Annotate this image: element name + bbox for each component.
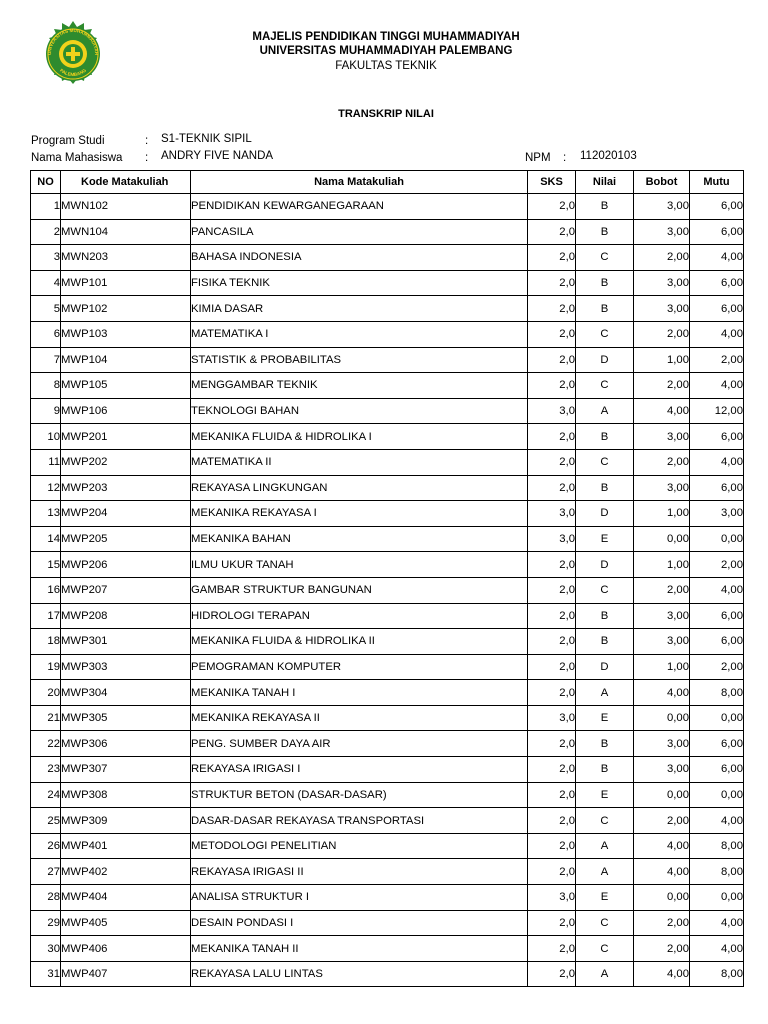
cell-no: 13 — [31, 501, 61, 527]
cell-name: MATEMATIKA I — [191, 321, 528, 347]
cell-bobot: 2,00 — [634, 245, 690, 271]
cell-bobot: 3,00 — [634, 629, 690, 655]
cell-sks: 2,0 — [528, 782, 576, 808]
cell-no: 20 — [31, 680, 61, 706]
cell-bobot: 1,00 — [634, 347, 690, 373]
cell-no: 15 — [31, 552, 61, 578]
cell-no: 18 — [31, 629, 61, 655]
cell-code: MWP105 — [61, 373, 191, 399]
cell-mutu: 0,00 — [690, 705, 744, 731]
cell-nilai: A — [576, 833, 634, 859]
table-header-row — [31, 171, 744, 194]
cell-nilai: E — [576, 526, 634, 552]
cell-sks: 2,0 — [528, 552, 576, 578]
cell-no: 2 — [31, 219, 61, 245]
cell-mutu: 8,00 — [690, 859, 744, 885]
program-colon: : — [145, 135, 149, 147]
cell-sks: 2,0 — [528, 910, 576, 936]
cell-bobot: 0,00 — [634, 782, 690, 808]
cell-name: REKAYASA IRIGASI II — [191, 859, 528, 885]
cell-nilai: B — [576, 194, 634, 220]
table-row — [31, 398, 744, 424]
col-header-mutu: Mutu — [690, 171, 744, 194]
header-line-1: MAJELIS PENDIDIKAN TINGGI MUHAMMADIYAH — [252, 31, 520, 43]
cell-name: GAMBAR STRUKTUR BANGUNAN — [191, 577, 528, 603]
cell-sks: 2,0 — [528, 449, 576, 475]
cell-code: MWP203 — [61, 475, 191, 501]
table-row — [31, 680, 744, 706]
cell-nilai: B — [576, 270, 634, 296]
cell-mutu: 2,00 — [690, 552, 744, 578]
cell-name: MEKANIKA FLUIDA & HIDROLIKA II — [191, 629, 528, 655]
program-value: S1-TEKNIK SIPIL — [161, 133, 252, 145]
cell-sks: 2,0 — [528, 373, 576, 399]
grades-table — [30, 170, 744, 987]
cell-no: 12 — [31, 475, 61, 501]
cell-code: MWP104 — [61, 347, 191, 373]
npm-colon: : — [563, 152, 567, 164]
cell-name: ANALISA STRUKTUR I — [191, 885, 528, 911]
cell-mutu: 8,00 — [690, 961, 744, 987]
cell-code: MWP301 — [61, 629, 191, 655]
cell-bobot: 2,00 — [634, 449, 690, 475]
cell-mutu: 6,00 — [690, 475, 744, 501]
cell-no: 11 — [31, 449, 61, 475]
cell-bobot: 4,00 — [634, 833, 690, 859]
cell-mutu: 2,00 — [690, 347, 744, 373]
cell-sks: 2,0 — [528, 475, 576, 501]
cell-no: 4 — [31, 270, 61, 296]
cell-name: MENGGAMBAR TEKNIK — [191, 373, 528, 399]
table-row — [31, 757, 744, 783]
cell-bobot: 3,00 — [634, 475, 690, 501]
cell-mutu: 4,00 — [690, 321, 744, 347]
cell-bobot: 4,00 — [634, 859, 690, 885]
letterhead — [0, 27, 768, 74]
cell-mutu: 6,00 — [690, 629, 744, 655]
cell-code: MWP103 — [61, 321, 191, 347]
header-line-3: FAKULTAS TEKNIK — [335, 60, 437, 72]
cell-name: ILMU UKUR TANAH — [191, 552, 528, 578]
cell-name: PEMOGRAMAN KOMPUTER — [191, 654, 528, 680]
cell-nilai: B — [576, 424, 634, 450]
cell-bobot: 3,00 — [634, 219, 690, 245]
cell-sks: 2,0 — [528, 577, 576, 603]
cell-sks: 2,0 — [528, 936, 576, 962]
table-row — [31, 961, 744, 987]
cell-nilai: E — [576, 782, 634, 808]
cell-nilai: A — [576, 859, 634, 885]
cell-nilai: B — [576, 629, 634, 655]
cell-mutu: 3,00 — [690, 501, 744, 527]
table-row — [31, 270, 744, 296]
cell-sks: 2,0 — [528, 731, 576, 757]
cell-no: 29 — [31, 910, 61, 936]
table-row — [31, 475, 744, 501]
cell-name: MEKANIKA REKAYASA I — [191, 501, 528, 527]
cell-sks: 2,0 — [528, 194, 576, 220]
cell-mutu: 4,00 — [690, 808, 744, 834]
cell-mutu: 12,00 — [690, 398, 744, 424]
cell-name: FISIKA TEKNIK — [191, 270, 528, 296]
cell-bobot: 0,00 — [634, 526, 690, 552]
table-row — [31, 321, 744, 347]
logo-text-top: UNIVERSITAS MUHAMMADIYAH — [46, 27, 100, 56]
cell-name: METODOLOGI PENELITIAN — [191, 833, 528, 859]
table-row — [31, 245, 744, 271]
cell-nilai: D — [576, 347, 634, 373]
col-header-sks: SKS — [528, 171, 576, 194]
cell-sks: 2,0 — [528, 680, 576, 706]
cell-bobot: 2,00 — [634, 936, 690, 962]
table-row — [31, 654, 744, 680]
cell-name: KIMIA DASAR — [191, 296, 528, 322]
cell-code: MWP202 — [61, 449, 191, 475]
cell-bobot: 3,00 — [634, 270, 690, 296]
cell-no: 14 — [31, 526, 61, 552]
cell-nilai: C — [576, 373, 634, 399]
cell-nilai: C — [576, 449, 634, 475]
cell-code: MWP204 — [61, 501, 191, 527]
cell-no: 23 — [31, 757, 61, 783]
cell-no: 22 — [31, 731, 61, 757]
npm-value: 112020103 — [580, 150, 637, 162]
cell-bobot: 3,00 — [634, 194, 690, 220]
cell-code: MWP404 — [61, 885, 191, 911]
cell-mutu: 0,00 — [690, 885, 744, 911]
cell-nilai: D — [576, 501, 634, 527]
cell-mutu: 4,00 — [690, 910, 744, 936]
cell-mutu: 6,00 — [690, 757, 744, 783]
cell-name: REKAYASA LALU LINTAS — [191, 961, 528, 987]
cell-nilai: E — [576, 705, 634, 731]
cell-code: MWP306 — [61, 731, 191, 757]
cell-name: MEKANIKA REKAYASA II — [191, 705, 528, 731]
cell-name: MEKANIKA TANAH II — [191, 936, 528, 962]
cell-sks: 2,0 — [528, 603, 576, 629]
cell-no: 16 — [31, 577, 61, 603]
cell-code: MWP205 — [61, 526, 191, 552]
table-row — [31, 194, 744, 220]
table-row — [31, 603, 744, 629]
col-header-bobot: Bobot — [634, 171, 690, 194]
cell-mutu: 6,00 — [690, 424, 744, 450]
cell-no: 19 — [31, 654, 61, 680]
cell-nilai: D — [576, 654, 634, 680]
cell-sks: 2,0 — [528, 629, 576, 655]
cell-mutu: 0,00 — [690, 526, 744, 552]
cell-code: MWP401 — [61, 833, 191, 859]
table-row — [31, 577, 744, 603]
cell-mutu: 4,00 — [690, 245, 744, 271]
table-row — [31, 808, 744, 834]
cell-code: MWP402 — [61, 859, 191, 885]
cell-mutu: 6,00 — [690, 296, 744, 322]
cell-mutu: 4,00 — [690, 449, 744, 475]
cell-nilai: E — [576, 885, 634, 911]
cell-sks: 2,0 — [528, 347, 576, 373]
cell-sks: 2,0 — [528, 757, 576, 783]
cell-sks: 2,0 — [528, 654, 576, 680]
table-body — [31, 194, 744, 987]
cell-mutu: 6,00 — [690, 219, 744, 245]
cell-bobot: 0,00 — [634, 885, 690, 911]
cell-name: DASAR-DASAR REKAYASA TRANSPORTASI — [191, 808, 528, 834]
table-row — [31, 705, 744, 731]
cell-bobot: 2,00 — [634, 577, 690, 603]
cell-nilai: B — [576, 731, 634, 757]
cell-no: 6 — [31, 321, 61, 347]
cell-mutu: 4,00 — [690, 373, 744, 399]
table-row — [31, 885, 744, 911]
cell-mutu: 6,00 — [690, 603, 744, 629]
cell-name: REKAYASA IRIGASI I — [191, 757, 528, 783]
cell-name: PENG. SUMBER DAYA AIR — [191, 731, 528, 757]
cell-nilai: C — [576, 245, 634, 271]
cell-nilai: B — [576, 475, 634, 501]
cell-no: 25 — [31, 808, 61, 834]
cell-code: MWN102 — [61, 194, 191, 220]
col-header-no: NO — [31, 171, 61, 194]
table-row — [31, 782, 744, 808]
cell-bobot: 1,00 — [634, 654, 690, 680]
cell-bobot: 3,00 — [634, 757, 690, 783]
cell-bobot: 4,00 — [634, 961, 690, 987]
name-label: Nama Mahasiswa — [31, 152, 123, 164]
cell-no: 10 — [31, 424, 61, 450]
cell-name: MEKANIKA BAHAN — [191, 526, 528, 552]
cell-bobot: 1,00 — [634, 552, 690, 578]
cell-sks: 3,0 — [528, 501, 576, 527]
cell-nilai: B — [576, 757, 634, 783]
header-line-2: UNIVERSITAS MUHAMMADIYAH PALEMBANG — [259, 45, 513, 57]
document-title: TRANSKRIP NILAI — [338, 108, 434, 120]
cell-sks: 2,0 — [528, 270, 576, 296]
cell-mutu: 0,00 — [690, 782, 744, 808]
table-row — [31, 629, 744, 655]
cell-name: PANCASILA — [191, 219, 528, 245]
cell-no: 7 — [31, 347, 61, 373]
cell-no: 24 — [31, 782, 61, 808]
cell-no: 17 — [31, 603, 61, 629]
cell-name: BAHASA INDONESIA — [191, 245, 528, 271]
table-row — [31, 449, 744, 475]
table-row — [31, 833, 744, 859]
name-colon: : — [145, 152, 149, 164]
cell-no: 8 — [31, 373, 61, 399]
cell-bobot: 2,00 — [634, 321, 690, 347]
cell-code: MWP304 — [61, 680, 191, 706]
table-row — [31, 552, 744, 578]
cell-nilai: D — [576, 552, 634, 578]
cell-nilai: A — [576, 961, 634, 987]
cell-bobot: 2,00 — [634, 808, 690, 834]
cell-no: 31 — [31, 961, 61, 987]
cell-nilai: B — [576, 296, 634, 322]
cell-sks: 2,0 — [528, 296, 576, 322]
cell-sks: 3,0 — [528, 705, 576, 731]
cell-code: MWP308 — [61, 782, 191, 808]
cell-nilai: A — [576, 680, 634, 706]
table-row — [31, 859, 744, 885]
cell-code: MWN104 — [61, 219, 191, 245]
cell-no: 30 — [31, 936, 61, 962]
cell-code: MWP405 — [61, 910, 191, 936]
cell-no: 9 — [31, 398, 61, 424]
cell-nilai: B — [576, 603, 634, 629]
cell-no: 1 — [31, 194, 61, 220]
cell-sks: 2,0 — [528, 245, 576, 271]
cell-bobot: 0,00 — [634, 705, 690, 731]
cell-name: PENDIDIKAN KEWARGANEGARAAN — [191, 194, 528, 220]
col-header-name: Nama Matakuliah — [191, 171, 528, 194]
table-row — [31, 501, 744, 527]
table-row — [31, 296, 744, 322]
npm-label: NPM — [525, 152, 551, 164]
cell-code: MWP309 — [61, 808, 191, 834]
name-value: ANDRY FIVE NANDA — [161, 150, 274, 162]
cell-bobot: 1,00 — [634, 501, 690, 527]
table-row — [31, 731, 744, 757]
cell-mutu: 4,00 — [690, 577, 744, 603]
cell-name: MEKANIKA TANAH I — [191, 680, 528, 706]
cell-bobot: 4,00 — [634, 398, 690, 424]
table-row — [31, 424, 744, 450]
cell-code: MWP106 — [61, 398, 191, 424]
logo-text-bottom: PALEMBANG — [58, 67, 88, 78]
cell-sks: 3,0 — [528, 398, 576, 424]
cell-code: MWP407 — [61, 961, 191, 987]
table-row — [31, 347, 744, 373]
cell-bobot: 2,00 — [634, 373, 690, 399]
cell-code: MWP206 — [61, 552, 191, 578]
cell-no: 3 — [31, 245, 61, 271]
cell-no: 21 — [31, 705, 61, 731]
cell-bobot: 2,00 — [634, 910, 690, 936]
cell-nilai: C — [576, 936, 634, 962]
cell-name: STATISTIK & PROBABILITAS — [191, 347, 528, 373]
cell-bobot: 3,00 — [634, 603, 690, 629]
cell-name: HIDROLOGI TERAPAN — [191, 603, 528, 629]
cell-name: STRUKTUR BETON (DASAR-DASAR) — [191, 782, 528, 808]
cell-no: 27 — [31, 859, 61, 885]
cell-code: MWP201 — [61, 424, 191, 450]
cell-name: REKAYASA LINGKUNGAN — [191, 475, 528, 501]
cell-sks: 2,0 — [528, 833, 576, 859]
cell-sks: 3,0 — [528, 526, 576, 552]
cell-mutu: 6,00 — [690, 194, 744, 220]
cell-code: MWP207 — [61, 577, 191, 603]
cell-mutu: 2,00 — [690, 654, 744, 680]
cell-sks: 3,0 — [528, 885, 576, 911]
cell-name: MATEMATIKA II — [191, 449, 528, 475]
table-row — [31, 219, 744, 245]
cell-sks: 2,0 — [528, 961, 576, 987]
cell-bobot: 3,00 — [634, 731, 690, 757]
cell-sks: 2,0 — [528, 859, 576, 885]
cell-code: MWP303 — [61, 654, 191, 680]
table-row — [31, 526, 744, 552]
cell-mutu: 6,00 — [690, 731, 744, 757]
cell-bobot: 3,00 — [634, 296, 690, 322]
cell-name: TEKNOLOGI BAHAN — [191, 398, 528, 424]
cell-no: 5 — [31, 296, 61, 322]
cell-code: MWP305 — [61, 705, 191, 731]
cell-nilai: C — [576, 808, 634, 834]
cell-no: 26 — [31, 833, 61, 859]
program-label: Program Studi — [31, 135, 105, 147]
cell-nilai: B — [576, 219, 634, 245]
cell-nilai: C — [576, 577, 634, 603]
cell-name: MEKANIKA FLUIDA & HIDROLIKA I — [191, 424, 528, 450]
cell-code: MWP307 — [61, 757, 191, 783]
cell-sks: 2,0 — [528, 321, 576, 347]
col-header-nilai: Nilai — [576, 171, 634, 194]
table-row — [31, 373, 744, 399]
cell-code: MWP208 — [61, 603, 191, 629]
table-row — [31, 936, 744, 962]
col-header-code: Kode Matakuliah — [61, 171, 191, 194]
cell-mutu: 8,00 — [690, 833, 744, 859]
cell-nilai: C — [576, 910, 634, 936]
cell-mutu: 8,00 — [690, 680, 744, 706]
cell-sks: 2,0 — [528, 808, 576, 834]
cell-mutu: 6,00 — [690, 270, 744, 296]
cell-nilai: A — [576, 398, 634, 424]
cell-bobot: 4,00 — [634, 680, 690, 706]
table-row — [31, 910, 744, 936]
cell-name: DESAIN PONDASI I — [191, 910, 528, 936]
cell-mutu: 4,00 — [690, 936, 744, 962]
cell-sks: 2,0 — [528, 424, 576, 450]
cell-sks: 2,0 — [528, 219, 576, 245]
cell-code: MWP101 — [61, 270, 191, 296]
cell-nilai: C — [576, 321, 634, 347]
cell-bobot: 3,00 — [634, 424, 690, 450]
cell-no: 28 — [31, 885, 61, 911]
cell-code: MWP406 — [61, 936, 191, 962]
cell-code: MWN203 — [61, 245, 191, 271]
cell-code: MWP102 — [61, 296, 191, 322]
